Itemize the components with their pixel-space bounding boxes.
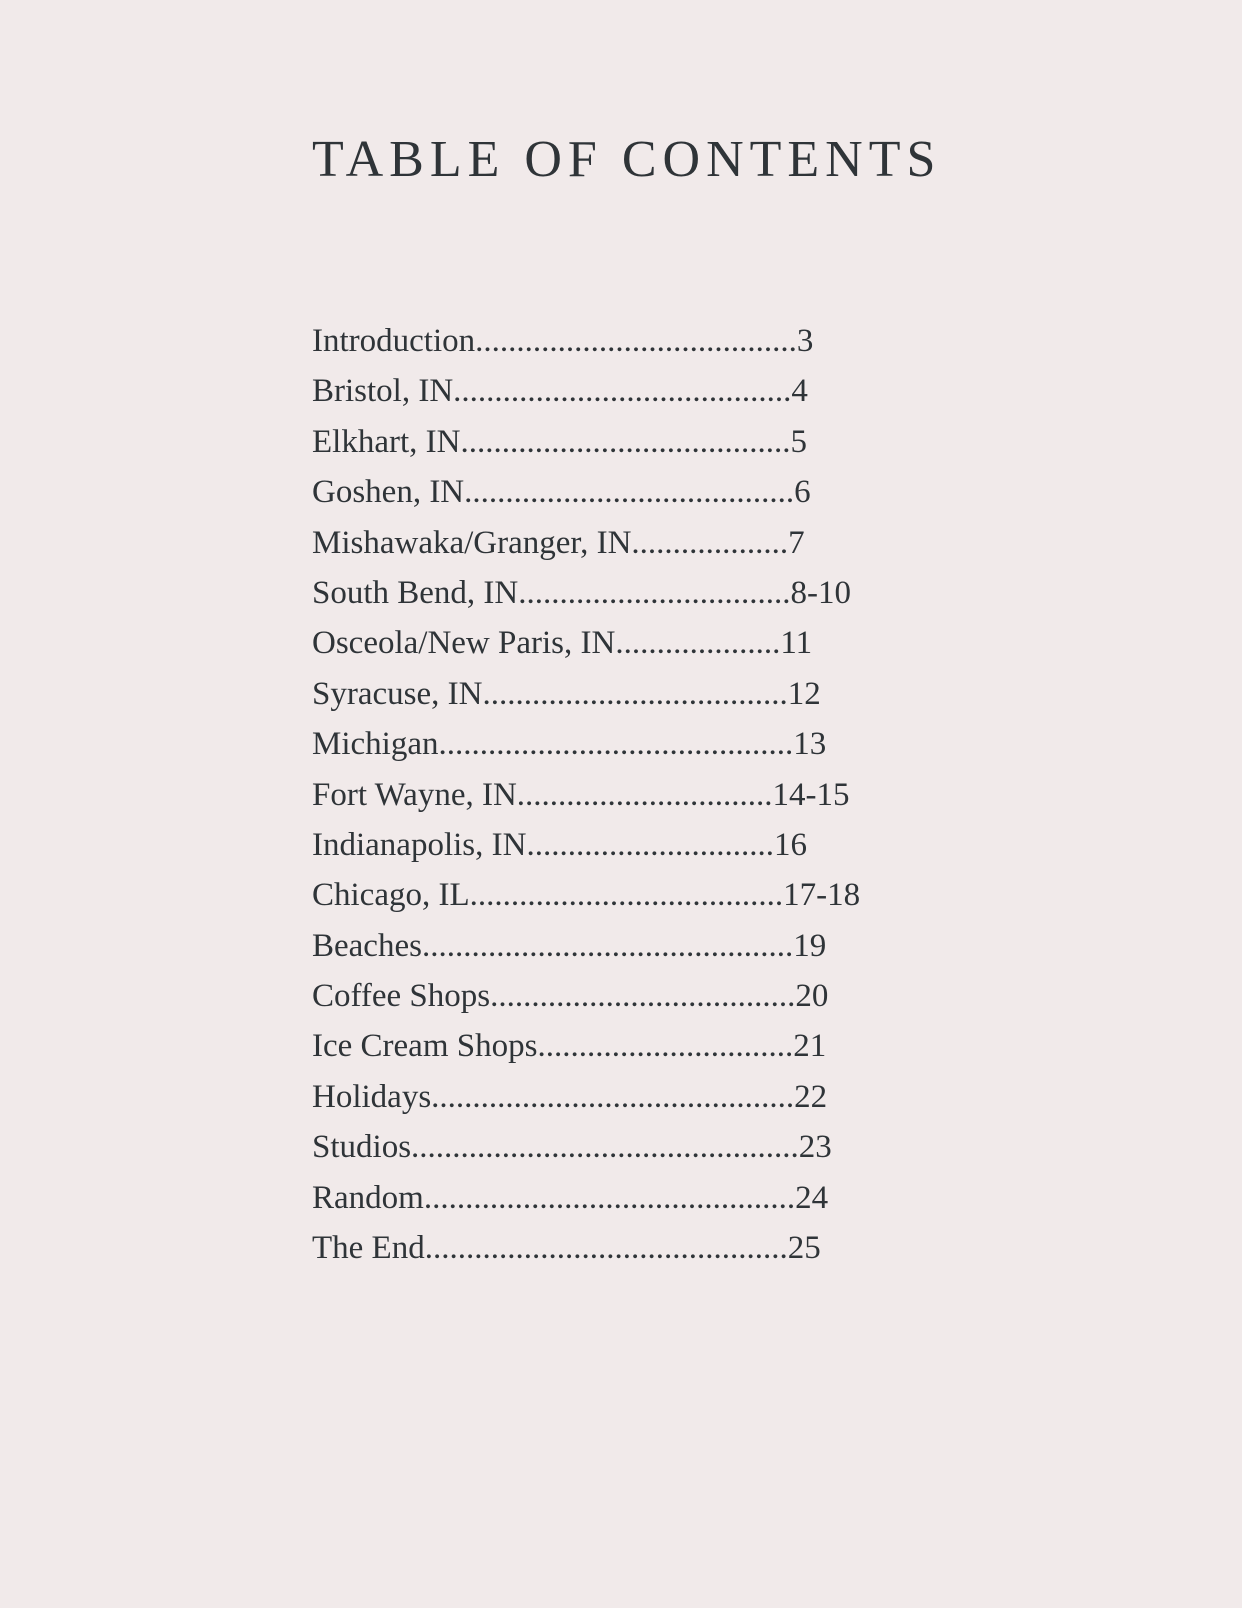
toc-entry-goshen: Goshen, IN........................................6 (312, 474, 811, 511)
toc-entry-elkhart: Elkhart, IN........................................5 (312, 423, 807, 460)
toc-list (312, 316, 860, 1273)
toc-entry-introduction: Introduction.......................................3 (312, 323, 814, 359)
toc-entry-indianapolis: Indianapolis, IN..............................16 (312, 826, 807, 863)
toc-entry-michigan: Michigan...........................................13 (312, 726, 827, 763)
toc-entry-chicago: Chicago, IL......................................17-18 (312, 877, 861, 914)
toc-entry-south-bend: South Bend, IN.................................8-10 (312, 574, 851, 611)
toc-entry-coffee-shops: Coffee Shops.....................................20 (312, 978, 829, 1015)
toc-entry-beaches: Beaches.............................................19 (312, 927, 827, 964)
toc-entry-random: Random.............................................24 (312, 1179, 829, 1216)
toc-entry-holidays: Holidays............................................22 (312, 1078, 828, 1115)
toc-entry-osceola-new-paris: Osceola/New Paris, IN....................11 (312, 625, 813, 662)
toc-entry-fort-wayne: Fort Wayne, IN...............................14-15 (312, 776, 850, 813)
toc-entry-mishawaka-granger: Mishawaka/Granger, IN...................7 (312, 524, 805, 561)
toc-entry-syracuse: Syracuse, IN.....................................12 (312, 675, 821, 712)
page-title: TABLE OF CONTENTS (312, 131, 942, 188)
toc-entry-the-end: The End............................................25 (312, 1230, 821, 1267)
toc-entry-bristol: Bristol, IN.........................................4 (312, 373, 808, 410)
toc-entry-ice-cream-shops: Ice Cream Shops...............................21 (312, 1028, 827, 1065)
toc-entry-studios: Studios...............................................23 (312, 1129, 832, 1166)
